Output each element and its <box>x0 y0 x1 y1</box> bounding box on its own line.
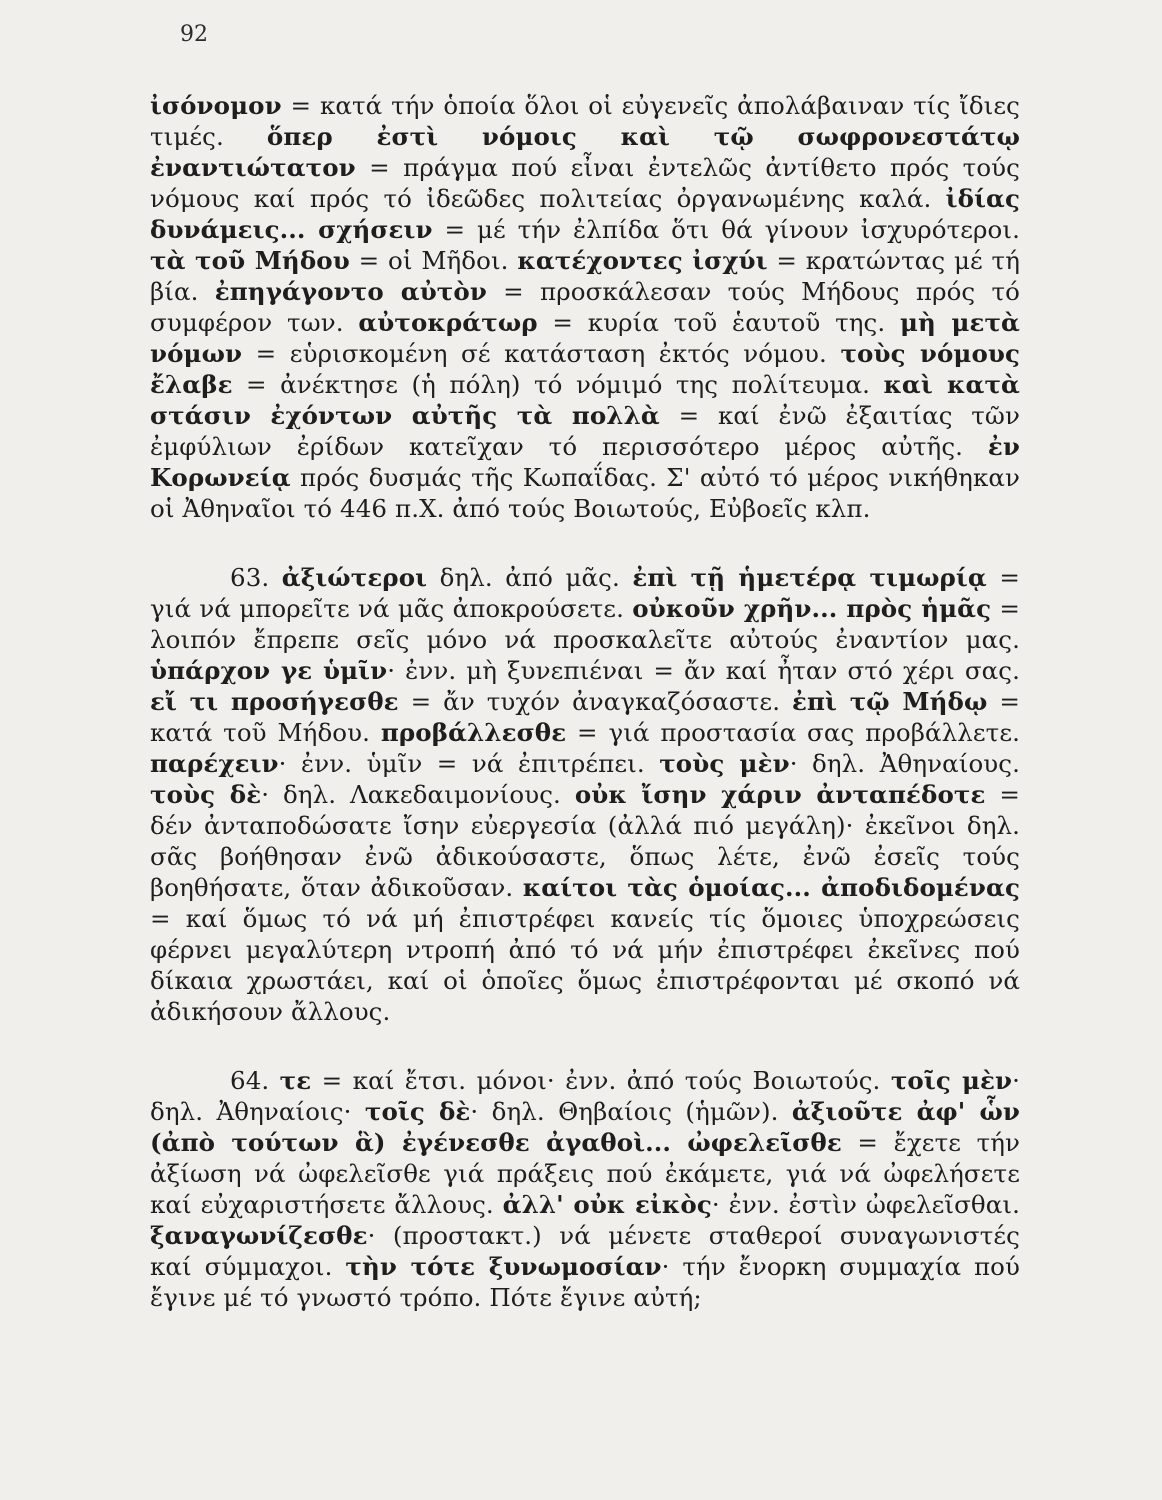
lemma-term: μὴ μετὰ νόμων <box>150 308 1021 368</box>
gloss-text: · τήν ἔνορκη συμμαχία πού ἔγινε μέ τό γνωστό τρόπο. Πότε ἔγινε αὐτή; <box>150 1252 1021 1312</box>
lemma-term: προβάλλεσθε <box>380 718 567 747</box>
lemma-term: ἐπηγάγοντο αὐτὸν <box>214 277 487 306</box>
gloss-text: · ἐνν. ἐστὶν ὠφελεῖσθαι. <box>711 1190 1020 1219</box>
lemma-term: τοῖς μὲν <box>890 1066 1013 1095</box>
gloss-text: 64. <box>230 1066 280 1095</box>
lemma-term: τοὺς νόμους ἔλαβε <box>150 339 1021 399</box>
lemma-term: καὶ κατὰ στάσιν ἐχόντων αὐτῆς τὰ πολλὰ <box>150 370 1020 430</box>
lemma-term: ὑπάρχον γε ὑμῖν <box>150 656 388 685</box>
gloss-text: = λοιπόν ἔπρεπε σεῖς μόνο νά προσκαλεῖτε αὐτούς ἐναντίον μας. <box>150 594 1020 654</box>
gloss-text: = καί ἐνῶ ἐξαιτίας τῶν ἐμφύλιων ἐρίδων κατεῖχαν τό περισσότερο μέρος αὐτῆς. <box>150 401 1021 461</box>
lemma-term: τοὺς μὲν <box>659 749 790 778</box>
gloss-text: = μέ τήν ἐλπίδα ὅτι θά γίνουν ἰσχυρότεροι. <box>432 215 1020 244</box>
lemma-term: οὐκ ἴσην χάριν ἀνταπέδοτε <box>574 780 986 809</box>
gloss-text: = καί ἔτσι. μόνοι· ἐνν. ἀπό τούς Βοιωτούς. <box>311 1066 891 1095</box>
gloss-text: = ἀνέκτησε (ἡ πόλη) τό νόμιμό της πολίτευμα. <box>232 370 884 399</box>
gloss-text: = κατά τήν ὁποία ὅλοι οἱ εὐγενεῖς ἀπολάβαιναν τίς ἴδιες τιμές. <box>150 91 1020 151</box>
paragraph-commentary-62 <box>150 90 1020 524</box>
lemma-term: ἀλλ' οὐκ εἰκὸς <box>502 1190 712 1219</box>
gloss-text: = ἄν τυχόν ἀναγκαζόσαστε. <box>398 687 793 716</box>
lemma-term: ἐπὶ τῷ Μήδῳ <box>792 687 988 716</box>
gloss-text: = κρατώντας μέ τή βία. <box>150 246 1020 306</box>
gloss-text: = κατά τοῦ Μήδου. <box>150 687 1020 747</box>
lemma-term: οὐκοῦν χρῆν... πρὸς ἡμᾶς <box>632 594 992 623</box>
lemma-term: κατέχοντες ἰσχύι <box>517 246 768 275</box>
gloss-text: = πράγμα πού εἶναι ἐντελῶς ἀντίθετο πρός τούς νόμους καί πρός τό ἰδεῶδες πολιτείας ὀργανωμένης καλά. <box>150 153 1020 213</box>
lemma-term: εἴ τι προσήγεσθε <box>150 687 399 716</box>
lemma-term: τὴν τότε ξυνωμοσίαν <box>345 1252 662 1281</box>
lemma-term: παρέχειν <box>150 749 279 778</box>
gloss-text: · δηλ. Θηβαίοις (ἡμῶν). <box>470 1097 792 1126</box>
lemma-term: ἀξιώτεροι <box>281 563 428 592</box>
page-number: 92 <box>180 22 208 47</box>
gloss-text: = προσκάλεσαν τούς Μήδους πρός τό συμφέρον των. <box>150 277 1020 337</box>
gloss-text: δηλ. ἀπό μᾶς. <box>427 563 633 592</box>
paragraph-commentary-64 <box>150 1065 1020 1313</box>
paragraph-commentary-63 <box>150 562 1020 1027</box>
gloss-text: πρός δυσμάς τῆς Κωπαΐδας. Σ' αὐτό τό μέρος νικήθηκαν οἱ Ἀθηναῖοι τό 446 π.Χ. ἀπό τούς Βοιωτούς, Εὐβοεῖς κλπ. <box>150 463 1020 523</box>
lemma-term: τοὺς δὲ <box>150 780 262 809</box>
gloss-text: = εὑρισκομένη σέ κατάσταση ἐκτός νόμου. <box>242 339 841 368</box>
lemma-term: καίτοι τὰς ὁμοίας... ἀποδιδομένας <box>522 873 1020 902</box>
lemma-term: αὐτοκράτωρ <box>358 308 538 337</box>
gloss-text: = καί ὅμως τό νά μή ἐπιστρέφει κανείς τίς ὅμοιες ὑποχρεώσεις φέρνει μεγαλύτερη ντροπή ἀπό τό νά μήν ἐπιστρέφει ἐκεῖνες πού δίκαια χρωστάει, καί οἱ ὁποῖες ὅμως ἐπιστρέφονται μέ σκοπό νά ἀδικήσουν ἄλλους. <box>150 904 1020 1026</box>
lemma-term: ἀξιοῦτε ἀφ' ὧν (ἀπὸ τούτων ἃ) ἐγένεσθε ἀγαθοὶ... ὠφελεῖσθε <box>150 1097 1020 1157</box>
gloss-text: = οἱ Μῆδοι. <box>349 246 518 275</box>
gloss-text: = δέν ἀνταποδώσατε ἴσην εὐεργεσία (ἀλλά πιό μεγάλη)· ἐκεῖνοι δηλ. σᾶς βοήθησαν ἐνῶ ἀδικούσαστε, ὅπως λέτε, ἐνῶ ἐσεῖς τούς βοηθήσατε, ὅταν ἀδικοῦσαν. <box>150 780 1020 902</box>
gloss-text: = κυρία τοῦ ἑαυτοῦ της. <box>537 308 901 337</box>
lemma-term: ἐν Κορωνείᾳ <box>150 432 1020 492</box>
gloss-text: · ἐνν. ὑμῖν = νά ἐπιτρέπει. <box>278 749 660 778</box>
lemma-term: ἰδίας δυνάμεις... σχήσειν <box>150 184 1020 244</box>
lemma-term: τὰ τοῦ Μήδου <box>150 246 350 275</box>
gloss-text: · δηλ. Λακεδαιμονίους. <box>261 780 575 809</box>
lemma-term: ἐπὶ τῇ ἡμετέρᾳ τιμωρίᾳ <box>632 563 987 592</box>
lemma-term: ξαναγωνίζεσθε <box>150 1221 368 1250</box>
lemma-term: τοῖς δὲ <box>364 1097 471 1126</box>
gloss-text: · δηλ. Ἀθηναίοις· <box>150 1066 1020 1126</box>
lemma-term: τε <box>279 1066 312 1095</box>
lemma-term: ἰσόνομον <box>150 91 282 120</box>
gloss-text: 63. <box>230 563 282 592</box>
gloss-text: = γιά προστασία σας προβάλλετε. <box>566 718 1020 747</box>
gloss-text: · (προστακτ.) νά μένετε σταθεροί συναγωνιστές καί σύμμαχοι. <box>150 1221 1020 1281</box>
lemma-term: ὅπερ ἐστὶ νόμοις καὶ τῷ σωφρονεστάτῳ ἐναντιώτατον <box>150 122 1020 182</box>
gloss-text: · δηλ. Ἀθηναίους. <box>789 749 1020 778</box>
gloss-text: · ἐνν. μὴ ξυνεπιέναι = ἄν καί ἦταν στό χέρι σας. <box>387 656 1020 685</box>
page-body <box>150 90 1020 1313</box>
gloss-text: = ἔχετε τήν ἀξίωση νά ὠφελεῖσθε γιά πράξεις πού ἐκάμετε, γιά νά ὠφελήσετε καί εὐχαριστήσετε ἄλλους. <box>150 1128 1021 1219</box>
gloss-text: = γιά νά μπορεῖτε νά μᾶς ἀποκρούσετε. <box>150 563 1020 623</box>
